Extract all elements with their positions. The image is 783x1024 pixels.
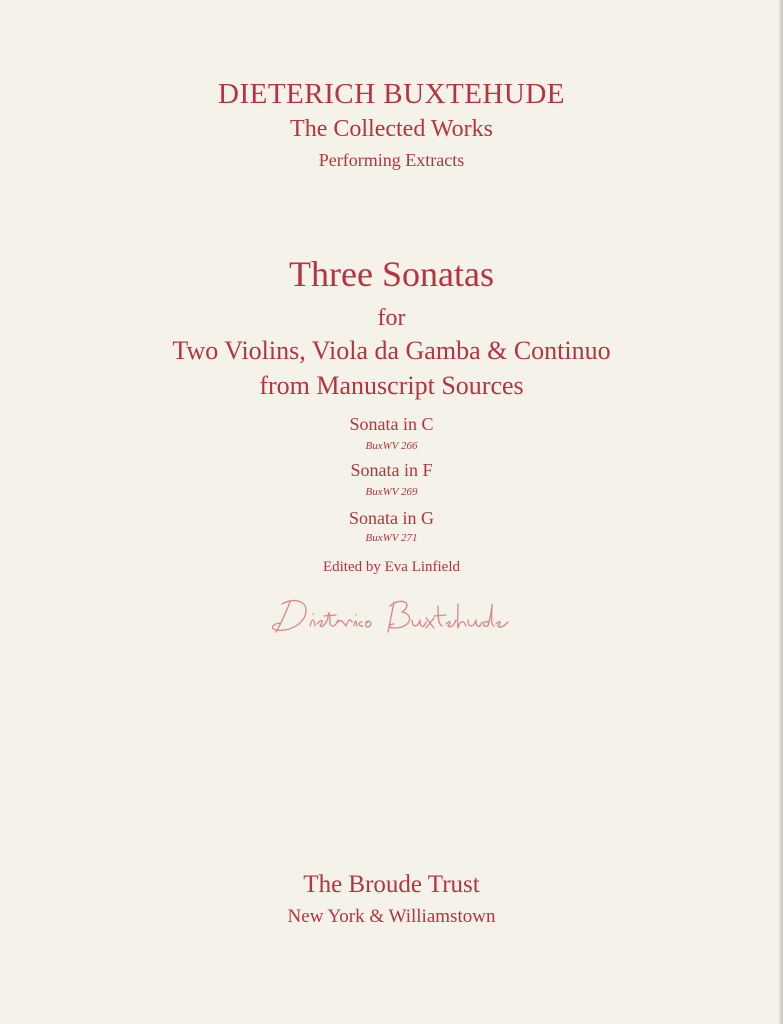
editor-credit: Edited by Eva Linfield <box>322 559 461 575</box>
catalog-number: BuxWV 269 <box>365 486 418 498</box>
series-subtitle: Performing Extracts <box>318 150 465 170</box>
source-line: from Manuscript Sources <box>259 371 524 400</box>
signature-icon <box>262 588 512 644</box>
sonata-title: Sonata in F <box>350 460 433 480</box>
catalog-number: BuxWV 271 <box>365 532 418 544</box>
work-title: Three Sonatas <box>289 254 494 294</box>
composer-name: DIETERICH BUXTEHUDE <box>218 78 565 110</box>
catalog-number: BuxWV 266 <box>365 440 418 452</box>
work-for: for <box>377 305 406 331</box>
sonata-title: Sonata in G <box>349 508 434 528</box>
publisher-name: The Broude Trust <box>303 871 480 898</box>
instrumentation: Two Violins, Viola da Gamba & Continuo <box>172 336 611 365</box>
series-title: The Collected Works <box>290 116 493 142</box>
sonata-title: Sonata in C <box>349 414 434 434</box>
publisher-location: New York & Williamstown <box>287 906 496 927</box>
